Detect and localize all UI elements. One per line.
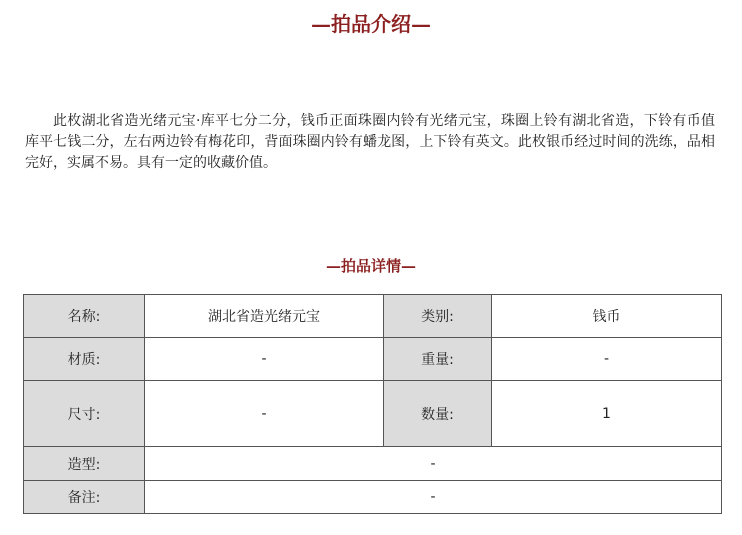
name-value: 湖北省造光绪元宝 bbox=[145, 295, 384, 338]
quantity-value: 1 bbox=[492, 381, 722, 447]
material-value: - bbox=[145, 338, 384, 381]
note-value: - bbox=[145, 481, 722, 514]
intro-title: —拍品介绍— bbox=[311, 12, 431, 36]
table-row bbox=[24, 447, 722, 481]
table-row bbox=[24, 295, 722, 338]
details-title: —拍品详情— bbox=[325, 257, 416, 275]
name-label: 名称: bbox=[24, 295, 145, 338]
intro-description: 此枚湖北省造光绪元宝·库平七分二分，钱币正面珠圈内铃有光绪元宝，珠圈上铃有湖北省造，下铃有币值库平七钱二分，左右两边铃有梅花印，背面珠圈内铃有蟠龙图，上下铃有英文。此枚银币经过时间的洗练，品相完好，实属不易。具有一定的收藏价值。 bbox=[25, 113, 715, 171]
table-row bbox=[24, 481, 722, 514]
shape-label: 造型: bbox=[24, 447, 145, 481]
weight-value: - bbox=[492, 338, 722, 381]
material-label: 材质: bbox=[24, 338, 145, 381]
category-label: 类别: bbox=[384, 295, 492, 338]
category-value: 钱币 bbox=[492, 295, 722, 338]
quantity-label: 数量: bbox=[384, 381, 492, 447]
weight-label: 重量: bbox=[384, 338, 492, 381]
size-label: 尺寸: bbox=[24, 381, 145, 447]
note-label: 备注: bbox=[24, 481, 145, 514]
shape-value: - bbox=[145, 447, 722, 481]
table-row bbox=[24, 381, 722, 447]
details-table bbox=[23, 294, 722, 514]
size-value: - bbox=[145, 381, 384, 447]
table-row bbox=[24, 338, 722, 381]
